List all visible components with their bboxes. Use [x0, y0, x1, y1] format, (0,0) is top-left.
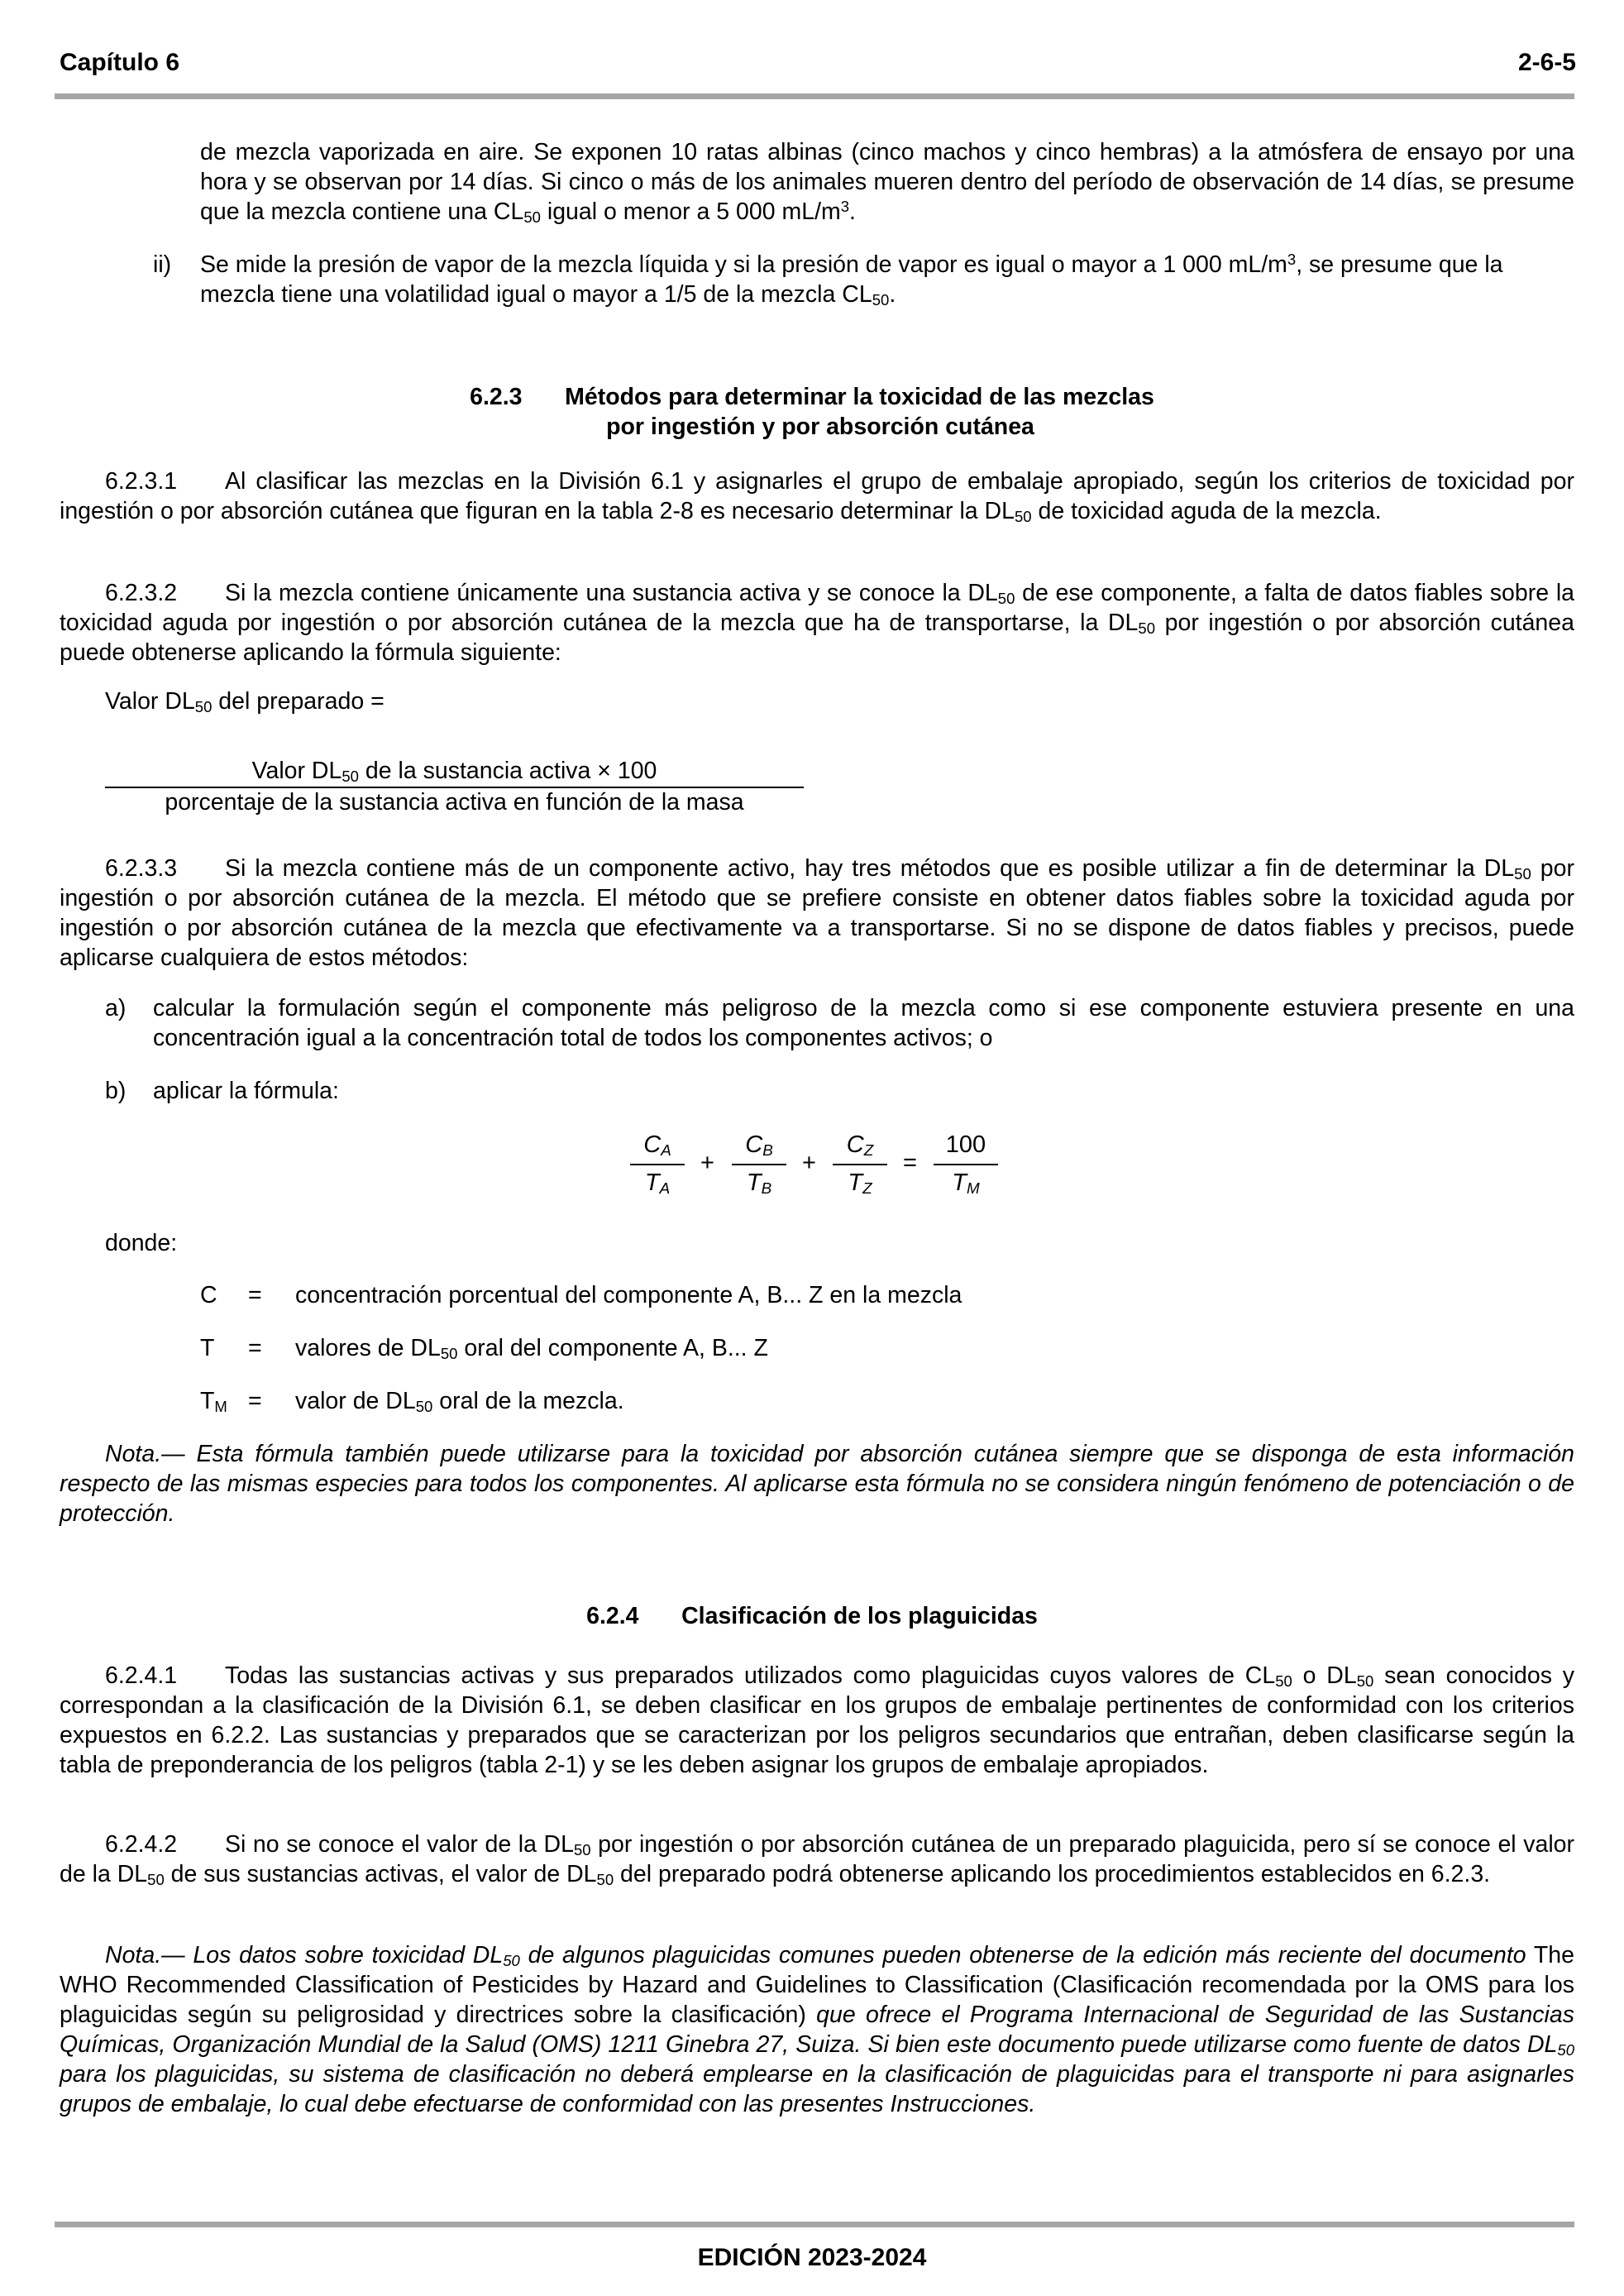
def-tm-text: valor de $DL_{50}$ oral de la mezcla.: [295, 1388, 624, 1415]
para-number: 6.2.3.3: [105, 855, 178, 882]
item-ii-text: Se mide la presión de vapor de la mezcla líquida y si la presión de vapor es igual o mayor a 1 000 $mL/m^3$, se presume que la mezcla tiene una volatilidad igual o mayor a 1/5 de la mezcla $CL_{50}$.: [200, 251, 1503, 309]
equation-denominator: porcentaje de la sustancia activa en función de la masa: [165, 789, 744, 816]
formula-ta: $T_A$: [644, 1170, 671, 1197]
def-c-equals: =: [248, 1282, 262, 1308]
item-ii-label: ii): [153, 251, 172, 278]
section-title-line2: por ingestión y por absorción cutánea: [606, 414, 1034, 440]
note-label: Nota.—: [105, 1942, 185, 1968]
page-number: 2-6-5: [1517, 49, 1576, 76]
def-t-equals: =: [248, 1335, 262, 1361]
paragraph-6-2-3-2: 6.2.3.2 Si la mezcla contiene únicamente una sustancia activa y se conoce la $DL_{50}$ de ese componente, a falta de datos fiables sobre la toxicidad aguda por ingestión o por absorción cutánea de la mezcla que ha de transportarse, la $DL_{50}$ por ingestión o por absorción cutánea puede obtenerse aplicando la fórmula siguiente:: [60, 580, 1574, 666]
def-tm-equals: =: [248, 1388, 262, 1414]
paragraph-6-2-4-2: 6.2.4.2 Si no se conoce el valor de la $DL_{50}$ por ingestión o por absorción cutánea de un preparado plaguicida, pero sí se conoce el valor de la $DL_{50}$ de sus sustancias activas, el valor de $DL_{50}$ del preparado podrá obtenerse aplicando los procedimientos establecidos en 6.2.3.: [60, 1831, 1574, 1888]
formula-equals: =: [903, 1150, 917, 1176]
header-rule: [55, 93, 1574, 99]
formula-bar-m: [934, 1164, 998, 1165]
donde-label: donde:: [105, 1230, 178, 1256]
continuation-paragraph: de mezcla vaporizada en aire. Se exponen 10 ratas albinas (cinco machos y cinco hembras) a la atmósfera de ensayo por una hora y se observan por 14 días. Si cinco o más de los animales mueren dentro del período de observación de 14 días, se presume que la mezcla contiene una $CL_{50}$ igual o menor a 5 000 $mL/m^3$.: [200, 139, 1574, 226]
def-tm-symbol: $T_M$: [200, 1388, 227, 1415]
para-number: 6.2.4.2: [105, 1831, 178, 1858]
formula-tz: $T_Z$: [848, 1170, 872, 1197]
item-b-text: aplicar la fórmula:: [153, 1078, 339, 1104]
footer-rule: [55, 2222, 1574, 2227]
chapter-label: Capítulo 6: [60, 49, 180, 76]
para-number: 6.2.4.1: [105, 1662, 178, 1689]
formula-bar-z: [833, 1164, 887, 1165]
formula-cb: $C_B$: [745, 1131, 773, 1159]
item-a-text: calcular la formulación según el componente más peligroso de la mezcla como si ese componente estuviera presente en una concentración igual a la concentración total de todos los componentes activos; o: [153, 995, 1574, 1051]
def-c-text: concentración porcentual del componente A, B... Z en la mezcla: [295, 1282, 962, 1308]
section-6-2-4-heading: [0, 1601, 1624, 1631]
formula-plus-2: +: [802, 1150, 816, 1176]
formula-hundred: 100: [945, 1131, 986, 1158]
section-number: 6.2.4: [586, 1603, 639, 1629]
paragraph-6-2-4-1: 6.2.4.1 Todas las sustancias activas y sus preparados utilizados como plaguicidas cuyos valores de $CL_{50}$ o $DL_{50}$ sean conocidos y correspondan a la clasificación de la División 6.1, se deben clasificar en los grupos de embalaje pertinentes de conformidad con los criterios expuestos en 6.2.2. Las sustancias y preparados que se caracterizan por los peligros secundarios que entrañan, deben clasificarse según la tabla de preponderancia de los peligros (tabla 2-1) y se les deben asignar los grupos de embalaje apropiados.: [60, 1662, 1575, 1778]
para-number: 6.2.3.2: [105, 580, 178, 606]
section-number: 6.2.3: [470, 384, 523, 410]
note-label: Nota.—: [105, 1441, 185, 1467]
edition-footer: EDICIÓN 2023-2024: [697, 2244, 927, 2271]
para-number: 6.2.3.1: [105, 468, 178, 495]
paragraph-6-2-3-3: 6.2.3.3 Si la mezcla contiene más de un componente activo, hay tres métodos que es posible utilizar a fin de determinar la $DL_{50}$ por ingestión o por absorción cutánea de la mezcla. El método que se prefiere consiste en obtener datos fiables sobre la toxicidad aguda por ingestión o por absorción cutánea de la mezcla que efectivamente va a transportarse. Si no se dispone de datos fiables y precisos, puede aplicarse cualquiera de estos métodos:: [60, 855, 1574, 971]
formula-tb: $T_B$: [746, 1170, 772, 1197]
who-document-title: The WHO Recommended Classification of Pesticides by Hazard and Guidelines to Classification (Clasificación recomendada por la OMS para los plaguicidas según su peligrosidad y directrices sobre la clasificación): [60, 1942, 1574, 2028]
def-t-text: valores de $DL_{50}$ oral del componente A, B... Z: [295, 1335, 768, 1362]
section-title-line1: Métodos para determinar la toxicidad de las mezclas: [565, 384, 1154, 410]
paragraph-6-2-3-1: 6.2.3.1 Al clasificar las mezclas en la División 6.1 y asignarles el grupo de embalaje apropiado, según los criterios de toxicidad por ingestión o por absorción cutánea que figuran en la tabla 2-8 es necesario determinar la $DL_{50}$ de toxicidad aguda de la mezcla.: [60, 468, 1574, 525]
formula-ca: $C_A$: [643, 1131, 671, 1159]
note-pesticides: Nota.— Los datos sobre toxicidad $DL_{50}$ de algunos plaguicidas comunes pueden obtenerse de la edición más reciente del documento The WHO Recommended Classification of Pesticides by Hazard and Guidelines to Classification (Clasificación recomendada por la OMS para los plaguicidas según su peligrosidad y directrices sobre la clasificación) que ofrece el Programa Internacional de Seguridad de las Sustancias Químicas, Organización Mundial de la Salud (OMS) 1211 Ginebra 27, Suiza. Si bien este documento puede utilizarse como fuente de datos $DL_{50}$ para los plaguicidas, su sistema de clasificación no deberá emplearse en la clasificación de plaguicidas para el transporte ni para asignarles grupos de embalaje, lo cual debe efectuarse de conformidad con las presentes Instrucciones.: [60, 1942, 1574, 2117]
equation-numerator: Valor $DL_{50}$ de la sustancia activa × 100: [251, 758, 657, 785]
item-a-label: a): [105, 995, 127, 1021]
section-6-2-3-heading: [0, 382, 1624, 442]
formula-bar-b: [732, 1164, 786, 1165]
def-c-symbol: C: [200, 1282, 217, 1308]
formula-tm: $T_M$: [952, 1170, 980, 1197]
formula-plus-1: +: [700, 1150, 714, 1176]
note-formula: Nota.— Esta fórmula también puede utilizarse para la toxicidad por absorción cutánea siempre que se disponga de esta información respecto de las mismas especies para todos los componentes. Al aplicarse esta fórmula no se considera ningún fenómeno de potenciación o de protección.: [60, 1441, 1574, 1527]
formula-cz: $C_Z$: [846, 1131, 874, 1159]
section-title: Clasificación de los plaguicidas: [681, 1603, 1038, 1629]
equation-lhs: Valor $DL_{50}$ del preparado =: [105, 688, 385, 715]
item-b-label: b): [105, 1078, 127, 1104]
def-t-symbol: T: [200, 1335, 215, 1361]
formula-bar-a: [630, 1164, 685, 1165]
